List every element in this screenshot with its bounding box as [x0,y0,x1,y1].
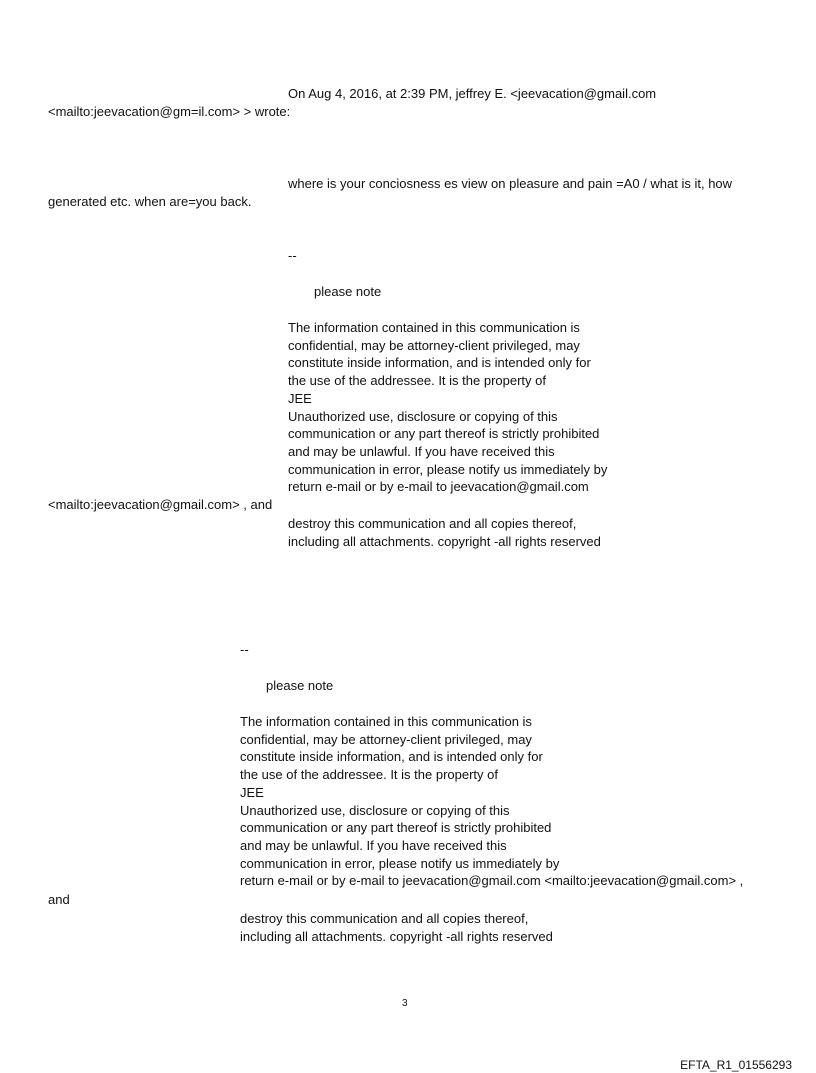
signature-1-disclaimer [288,319,607,496]
disclaimer-line: communication or any part thereof is strictly prohibited [288,426,600,442]
message-line-2: generated etc. when are=you back. [48,194,252,209]
page-number: 3 [402,998,408,1009]
disclaimer-line: The information contained in this communication is [240,714,532,729]
disclaimer-line: including all attachments. copyright -all rights reserved [240,928,553,944]
disclaimer-line: Unauthorized use, disclosure or copying of this [240,802,510,818]
disclaimer-line: communication in error, please notify us immediately by [288,461,608,477]
disclaimer-line: confidential, may be attorney-client privileged, may [288,337,580,353]
disclaimer-line: and may be unlawful. If you have received this [288,443,555,459]
disclaimer-line: including all attachments. copyright -all rights reserved [288,533,601,549]
disclaimer-line: return e-mail or by e-mail to jeevacation@gmail.com <mailto:jeevacation@gmail.com> , [240,873,744,889]
disclaimer-line: the use of the addressee. It is the property of [288,373,546,389]
signature-2-dashes: -- [240,642,249,657]
signature-2-tail [240,910,553,945]
document-id: EFTA_R1_01556293 [680,1058,792,1072]
signature-1-tail [288,515,601,550]
signature-1-dashes: -- [288,248,297,263]
disclaimer-line: confidential, may be attorney-client privileged, may [240,731,532,747]
disclaimer-line: Unauthorized use, disclosure or copying of this [288,408,558,424]
message-line-1: where is your conciosness es view on pleasure and pain =A0 / what is it, how [288,176,733,191]
disclaimer-line: JEE [240,784,264,800]
disclaimer-line: the use of the addressee. It is the property of [240,767,498,783]
disclaimer-line: and may be unlawful. If you have received this [240,837,507,853]
disclaimer-line: return e-mail or by e-mail to jeevacation@gmail.com [288,479,589,495]
disclaimer-line: JEE [288,390,312,406]
signature-2-heading: please note [266,678,334,693]
reply-header-line-1: On Aug 4, 2016, at 2:39 PM, jeffrey E. <jeevacation@gmail.com [288,86,657,101]
disclaimer-line: communication or any part thereof is strictly prohibited [240,820,552,836]
disclaimer-line: The information contained in this communication is [288,320,580,335]
disclaimer-line: destroy this communication and all copies thereof, [240,911,529,926]
signature-2-disclaimer [240,713,743,890]
reply-header-line-2: <mailto:jeevacation@gm=il.com> > wrote: [48,104,291,119]
signature-1-mailto-line: <mailto:jeevacation@gmail.com> , and [48,497,273,512]
disclaimer-line: constitute inside information, and is intended only for [240,749,543,765]
disclaimer-line: communication in error, please notify us immediately by [240,855,560,871]
disclaimer-line: destroy this communication and all copies thereof, [288,516,577,531]
signature-1-heading: please note [314,284,382,299]
disclaimer-line: constitute inside information, and is intended only for [288,355,591,371]
signature-2-and-line: and [48,892,70,907]
